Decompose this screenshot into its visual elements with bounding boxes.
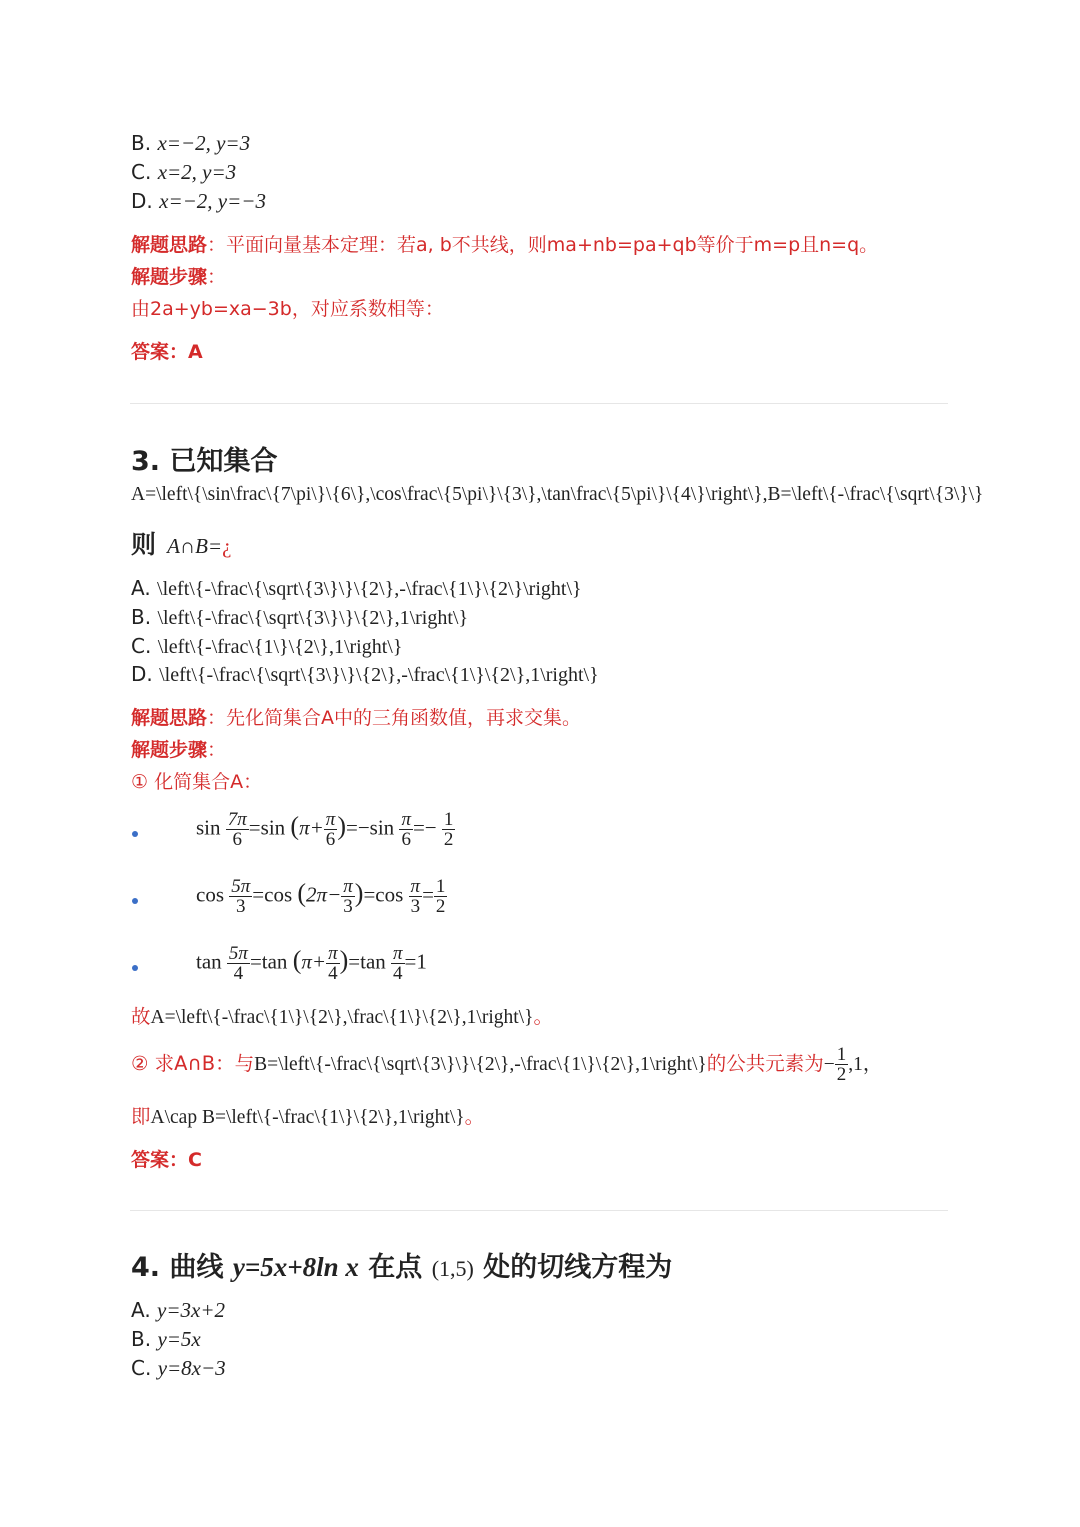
denominator: 4	[393, 963, 403, 984]
paren-close: )	[354, 878, 364, 908]
fraction	[324, 810, 338, 849]
q3-option-c[interactable]	[131, 634, 402, 659]
denominator: 3	[343, 896, 353, 917]
option-expr: x=−2, y=−3	[159, 189, 266, 213]
paren-open: (	[292, 945, 302, 975]
q2-option-b[interactable]	[131, 131, 250, 156]
option-expr: \left\{-\frac\{\sqrt\{3\}\}\{2\},1\right\}	[157, 607, 469, 629]
denominator: 3	[410, 896, 421, 917]
numerator: 1	[443, 809, 454, 830]
denominator: 6	[401, 829, 411, 850]
numerator: 1	[836, 1044, 847, 1065]
result-end: 。	[464, 1105, 485, 1128]
step2-prefix: ② 求A∩B：与	[131, 1052, 255, 1075]
option-expr: y=3x+2	[157, 1298, 226, 1322]
q3-step2	[131, 1045, 882, 1084]
denominator: 6	[232, 829, 243, 850]
title-expr: y=5x+8ln x	[232, 1252, 359, 1282]
numerator: 5π	[228, 943, 248, 964]
fraction	[227, 944, 250, 983]
denominator: 2	[443, 829, 454, 850]
numerator: π	[393, 943, 403, 964]
denominator: 3	[236, 896, 246, 917]
fraction	[399, 810, 413, 849]
paren-close: )	[339, 945, 349, 975]
idea-text: ：平面向量基本定理：若a, b不共线，则ma+nb=pa+qb等价于m=p且n=q。	[207, 234, 879, 256]
section-divider	[130, 403, 948, 404]
q3-result-line	[131, 1101, 484, 1129]
inner-term: π+	[301, 949, 327, 974]
option-letter: B.	[131, 1327, 152, 1351]
bullet-marker	[132, 965, 138, 971]
result-eq: =	[422, 882, 434, 907]
numerator: 1	[435, 876, 446, 897]
so-end: 。	[533, 1005, 553, 1028]
inner-term: 2π−	[306, 882, 342, 907]
denominator: 2	[435, 896, 446, 917]
option-expr: x=−2, y=3	[157, 131, 251, 155]
q3-answer: 答案：C	[131, 1149, 202, 1171]
option-letter: A.	[131, 1298, 151, 1322]
fraction	[835, 1045, 849, 1084]
option-letter: C.	[131, 634, 152, 658]
q2-step-line: 由2a+yb=xa−3b，对应系数相等：	[131, 298, 444, 320]
q2-solution-steps	[131, 262, 226, 289]
fraction	[409, 877, 423, 916]
fn-mid: =cos	[252, 882, 293, 907]
q3-title: 3. 已知集合	[131, 446, 278, 477]
steps-label: 解题步骤	[131, 739, 208, 761]
title-mid: 在点	[368, 1252, 423, 1283]
fn-neg: =cos	[363, 882, 404, 907]
option-expr: \left\{-\frac\{1\}\{2\},1\right\}	[157, 636, 403, 658]
q4-option-c[interactable]	[131, 1356, 226, 1381]
q4-option-b[interactable]	[131, 1327, 201, 1352]
option-expr: \left\{-\frac\{\sqrt\{3\}\}\{2\},-\frac\{1\}\{2\},1\right\}	[159, 664, 599, 686]
numerator: π	[410, 876, 421, 897]
q3-option-a[interactable]	[131, 576, 582, 601]
option-letter: C.	[131, 160, 152, 184]
option-letter: A.	[131, 576, 151, 600]
denominator: 2	[836, 1064, 847, 1085]
paren-close: )	[337, 811, 346, 841]
fn-name: sin	[196, 815, 221, 840]
fn-neg: =tan	[348, 949, 386, 974]
ask-glyph: ¿	[222, 534, 232, 558]
q3-set-definition: A=\left\{\sin\frac\{7\pi\}\{6\},\cos\frac\{5\pi\}\{3\},\tan\frac\{5\pi\}\{4\}\right\},B=\left\{-\frac\{\sqrt\{3\}\}	[131, 484, 984, 505]
title-num: 4. 曲线	[131, 1252, 224, 1283]
denominator: 4	[233, 963, 244, 984]
so-prefix: 故	[131, 1005, 151, 1028]
fn-mid: =sin	[248, 815, 286, 840]
option-expr: y=5x	[157, 1327, 201, 1351]
fraction	[442, 810, 456, 849]
idea-label: 解题思路	[131, 707, 208, 729]
q3-so-line	[131, 1001, 553, 1029]
step2-tail: ,1，	[848, 1054, 883, 1075]
fn-name: tan	[196, 949, 222, 974]
fn-mid: =tan	[249, 949, 288, 974]
denominator: 4	[328, 963, 338, 984]
q4-title	[131, 1245, 672, 1284]
fraction	[391, 944, 405, 983]
paren-open: (	[297, 878, 307, 908]
section-divider	[130, 1210, 948, 1211]
numerator: π	[401, 809, 411, 830]
numerator: π	[328, 943, 338, 964]
step2-mid: 的公共元素为	[706, 1052, 824, 1075]
option-expr: \left\{-\frac\{\sqrt\{3\}\}\{2\},-\frac\{1\}\{2\}\right\}	[157, 578, 582, 600]
fraction	[326, 944, 340, 983]
fn-name: cos	[196, 882, 224, 907]
so-expr: A=\left\{-\frac\{1\}\{2\},\frac\{1\}\{2\},1\right\}	[150, 1007, 534, 1028]
bullet-marker	[132, 831, 138, 837]
option-letter: D.	[131, 189, 153, 213]
fraction	[226, 810, 249, 849]
steps-label: 解题步骤	[131, 266, 208, 288]
q3-step1: ① 化简集合A：	[131, 771, 263, 793]
result-eq: =−	[412, 815, 437, 840]
q2-option-d[interactable]	[131, 189, 266, 214]
option-letter: C.	[131, 1356, 152, 1380]
idea-text: ：先化简集合A中的三角函数值，再求交集。	[207, 707, 582, 729]
result-eq: =1	[404, 949, 427, 974]
result-expr: A\cap B=\left\{-\frac\{1\}\{2\},1\right\}	[150, 1107, 465, 1128]
numerator: 7π	[227, 809, 247, 830]
paren-open: (	[290, 811, 300, 841]
ask-prefix: 则	[131, 530, 157, 559]
formula-tan	[196, 944, 427, 983]
step2-neg: −	[823, 1054, 835, 1075]
q3-option-d[interactable]	[131, 662, 599, 687]
bullet-marker	[132, 898, 138, 904]
result-prefix: 即	[131, 1105, 151, 1128]
q3-solution-steps	[131, 735, 226, 762]
idea-label: 解题思路	[131, 234, 208, 256]
option-letter: B.	[131, 131, 152, 155]
q4-option-a[interactable]	[131, 1298, 225, 1323]
steps-colon: ：	[207, 266, 227, 288]
option-expr: x=2, y=3	[157, 160, 237, 184]
fraction	[229, 877, 252, 916]
q3-question	[131, 525, 231, 561]
denominator: 6	[325, 829, 336, 850]
fn-neg: =−sin	[345, 815, 395, 840]
title-point: (1,5)	[431, 1256, 474, 1281]
ask-expr: A∩B=	[167, 534, 223, 558]
inner-term: π+	[299, 815, 324, 840]
q3-solution-idea	[131, 703, 581, 730]
formula-cos	[196, 877, 447, 916]
option-letter: B.	[131, 605, 152, 629]
q2-solution-idea	[131, 230, 878, 257]
q3-option-b[interactable]	[131, 605, 468, 630]
numerator: 5π	[231, 876, 251, 897]
q2-option-c[interactable]	[131, 160, 236, 185]
option-letter: D.	[131, 662, 153, 686]
steps-colon: ：	[207, 739, 227, 761]
fraction	[434, 877, 448, 916]
title-end: 处的切线方程为	[483, 1252, 673, 1283]
numerator: π	[325, 809, 336, 830]
formula-sin	[196, 810, 455, 849]
numerator: π	[343, 876, 353, 897]
fraction	[341, 877, 355, 916]
step2-expr: B=\left\{-\frac\{\sqrt\{3\}\}\{2\},-\frac\{1\}\{2\},1\right\}	[254, 1054, 707, 1075]
q2-answer: 答案：A	[131, 341, 203, 363]
option-expr: y=8x−3	[157, 1356, 226, 1380]
